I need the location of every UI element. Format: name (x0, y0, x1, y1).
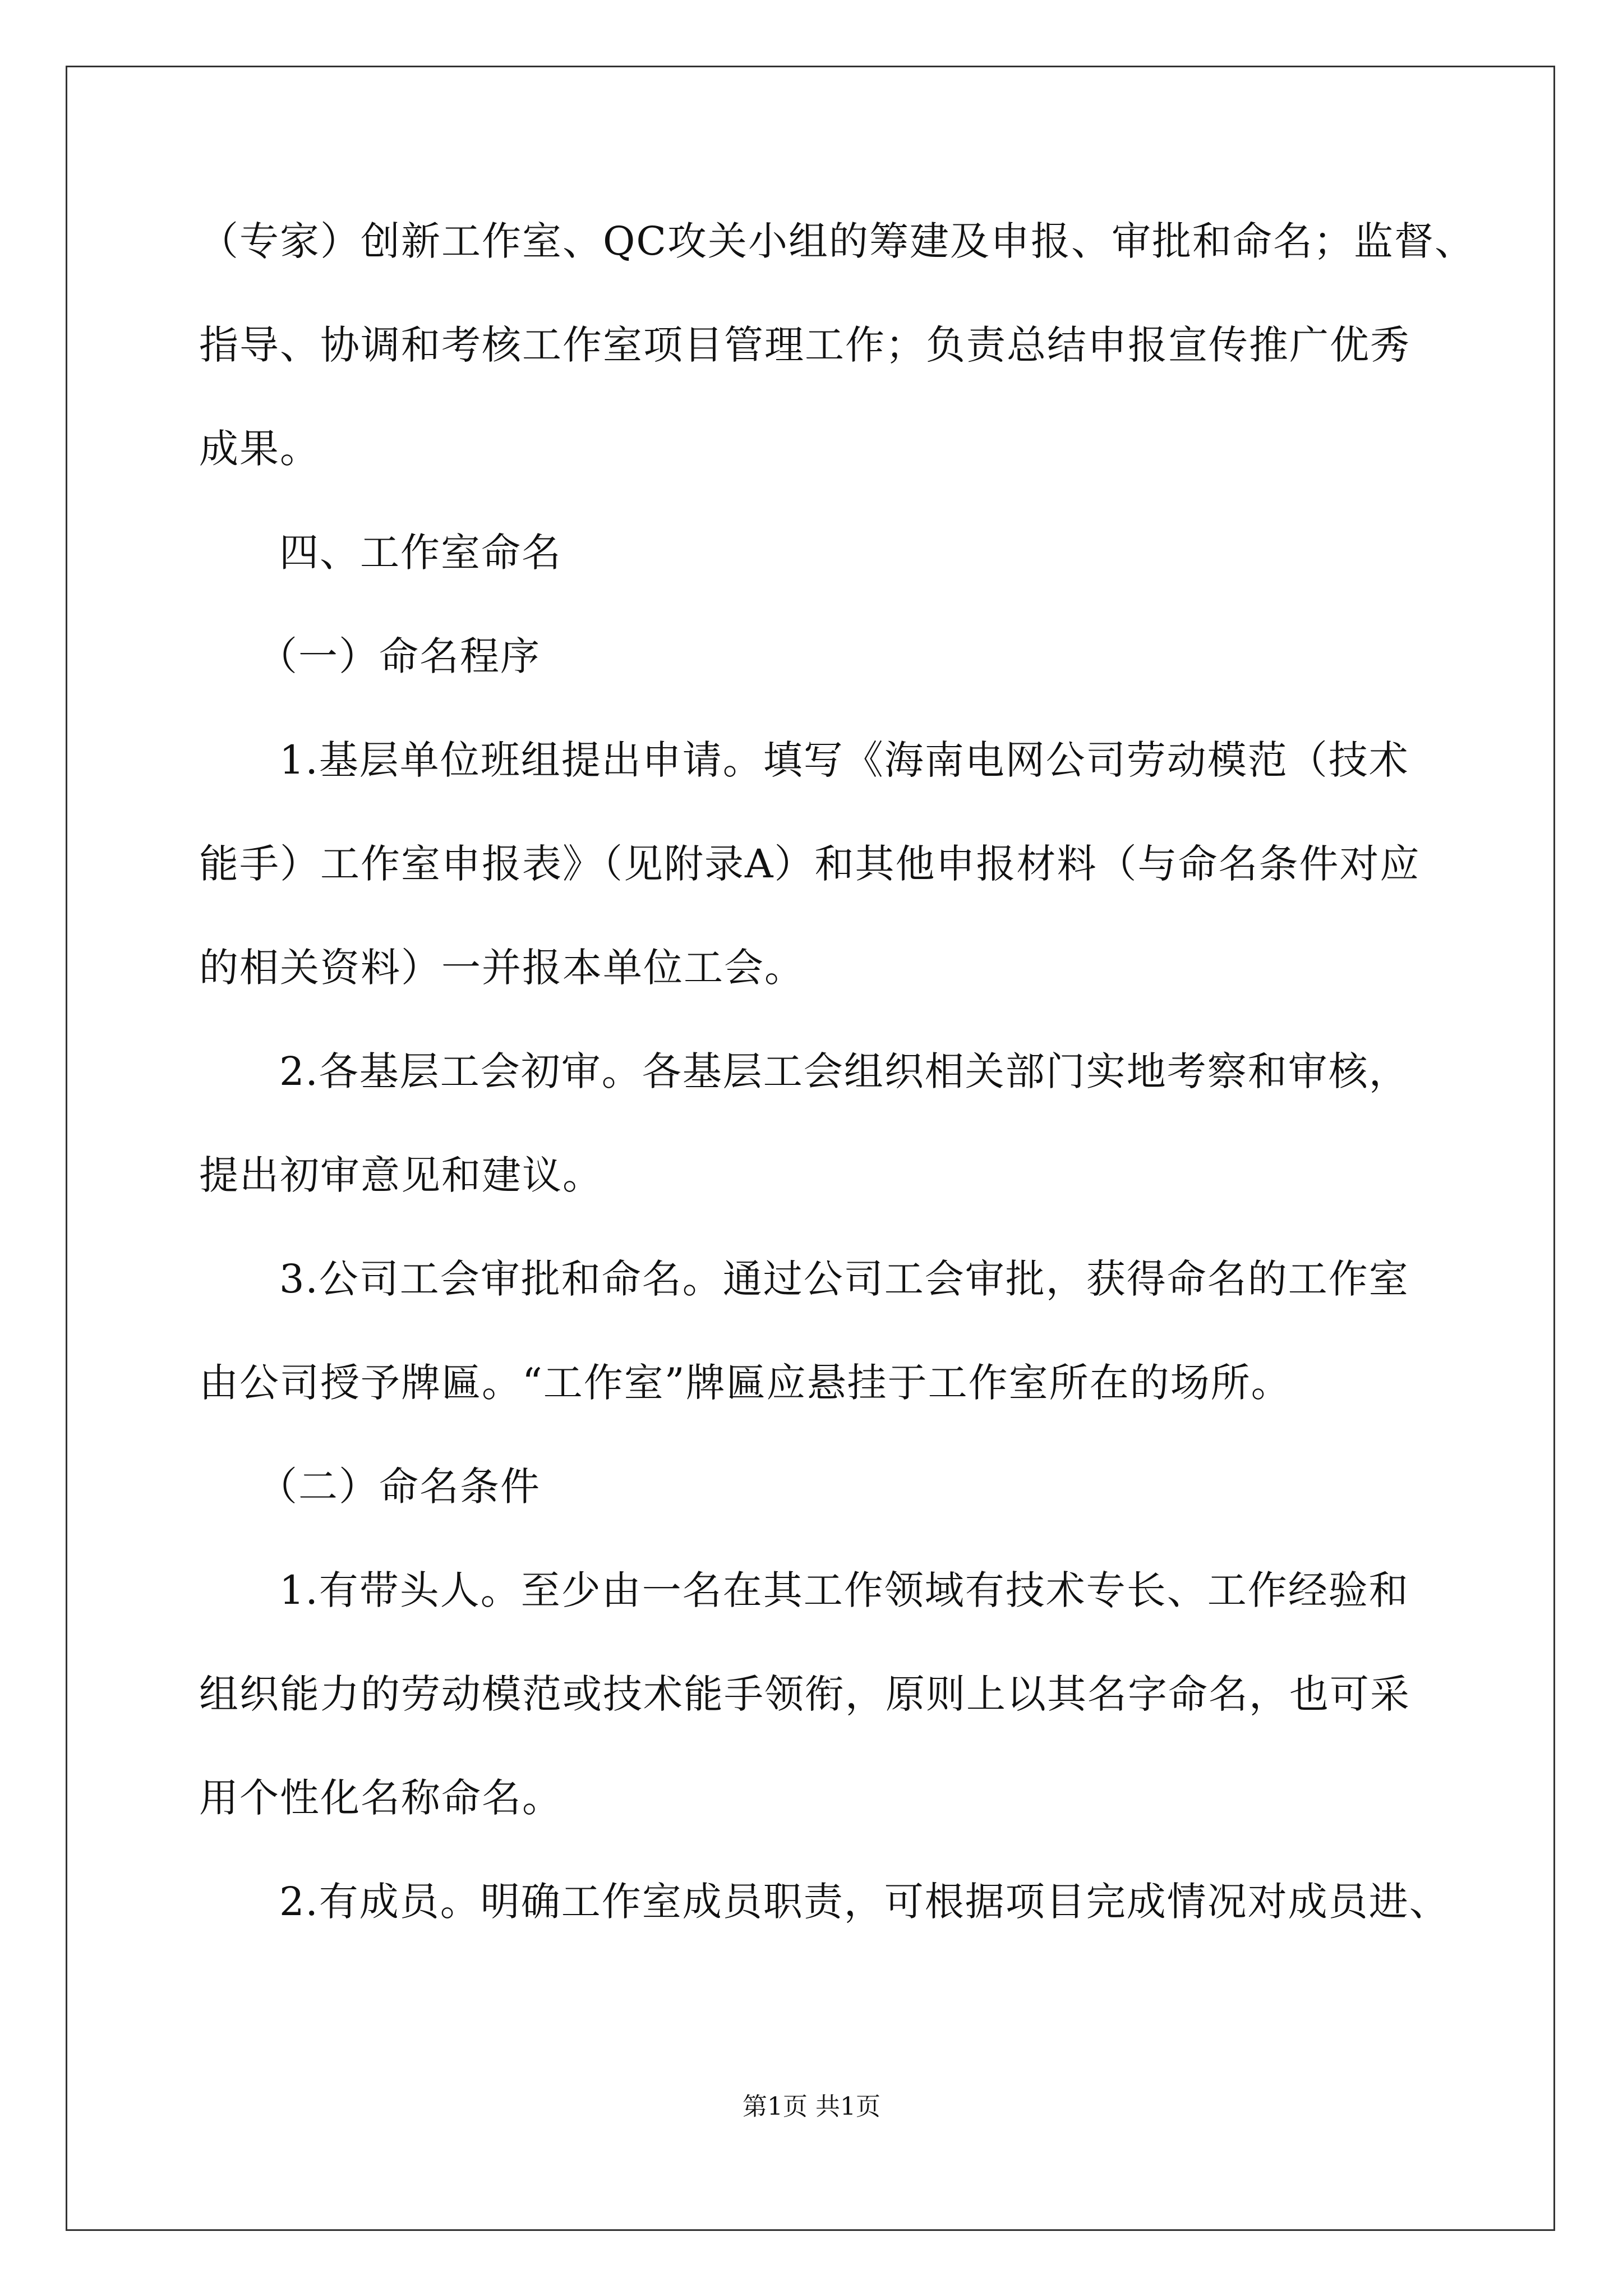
subsection-heading: （二）命名条件 (258, 1464, 541, 1510)
text-line: 组织能力的劳动模范或技术能手领衔，原则上以其名字命名，也可采 (199, 1671, 1410, 1717)
subsection-heading: （一）命名程序 (258, 633, 541, 679)
text-line: 用个性化名称命名。 (199, 1775, 562, 1821)
text-line: 由公司授予牌匾。“工作室”牌匾应悬挂于工作室所在的场所。 (199, 1360, 1292, 1406)
section-heading: 四、工作室命名 (279, 530, 562, 576)
text-line: 2.有成员。明确工作室成员职责，可根据项目完成情况对成员进、 (279, 1879, 1450, 1925)
text-line: 1.有带头人。至少由一名在其工作领域有技术专长、工作经验和 (279, 1567, 1409, 1613)
text-line: 提出初审意见和建议。 (199, 1152, 603, 1198)
text-line: 2.各基层工会初审。各基层工会组织相关部门实地考察和审核， (279, 1048, 1409, 1094)
text-line: 3.公司工会审批和命名。通过公司工会审批，获得命名的工作室 (279, 1256, 1409, 1302)
text-line: 的相关资料）一并报本单位工会。 (199, 945, 805, 991)
text-line: 成果。 (199, 426, 320, 472)
page-footer: 第1页 共1页 (743, 2092, 880, 2121)
text-line: 能手）工作室申报表》（见附录A）和其他申报材料（与命名条件对应 (199, 841, 1421, 887)
text-line: 指导、协调和考核工作室项目管理工作；负责总结申报宣传推广优秀 (199, 322, 1410, 368)
text-line: 1.基层单位班组提出申请。填写《海南电网公司劳动模范（技术 (279, 737, 1409, 783)
text-line: （专家）创新工作室、QC攻关小组的筹建及申报、审批和命名；监督、 (199, 218, 1475, 264)
